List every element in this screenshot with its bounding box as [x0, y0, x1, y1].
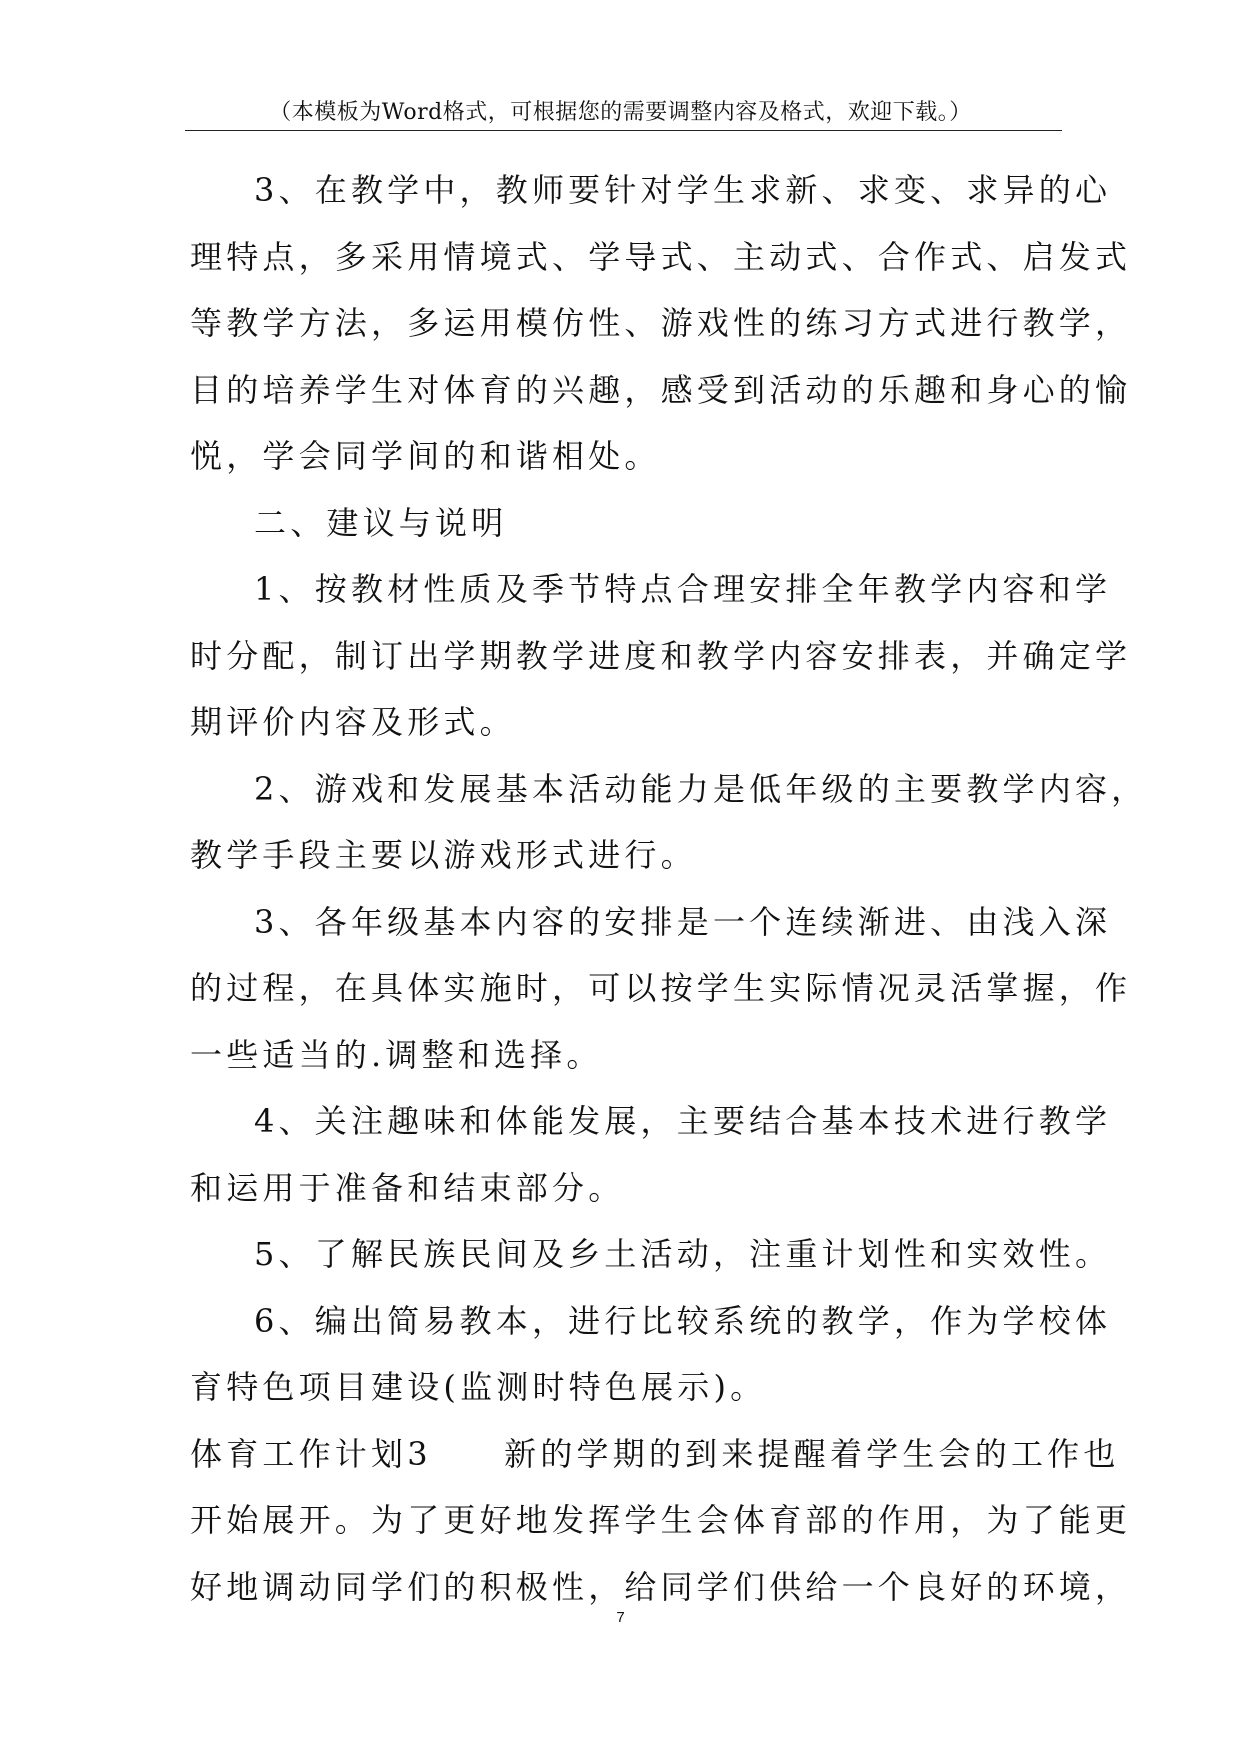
paragraph-line: 一些适当的.调整和选择。: [190, 1035, 603, 1074]
paragraph-line: 好地调动同学们的积极性，给同学们供给一个良好的环境，: [190, 1567, 1132, 1606]
header-divider: [185, 130, 1062, 131]
paragraph-line: 6、编出简易教本，进行比较系统的教学，作为学校体: [254, 1301, 1112, 1340]
paragraph-line: 时分配，制订出学期教学进度和教学内容安排表，并确定学: [190, 636, 1132, 675]
paragraph-line: 的过程，在具体实施时，可以按学生实际情况灵活掌握，作: [190, 969, 1132, 1007]
section-heading: 二、建议与说明: [254, 503, 508, 542]
page-number: 7: [616, 1609, 625, 1626]
paragraph-line: 育特色项目建设(监测时特色展示)。: [190, 1368, 767, 1406]
paragraph-line: 开始展开。为了更好地发挥学生会体育部的作用，为了能更: [190, 1501, 1132, 1539]
header-note: （本模板为Word格式，可根据您的需要调整内容及格式，欢迎下载。）: [269, 100, 972, 125]
paragraph-line: 2、游戏和发展基本活动能力是低年级的主要教学内容，: [254, 769, 1148, 808]
document-body: [190, 157, 1148, 1620]
paragraph-line: 5、了解民族民间及乡土活动，注重计划性和实效性。: [254, 1235, 1112, 1273]
paragraph-line: 目的培养学生对体育的兴趣，感受到活动的乐趣和身心的愉: [190, 370, 1132, 409]
paragraph-line: 3、各年级基本内容的安排是一个连续渐进、由浅入深: [254, 902, 1112, 941]
paragraph-line: 理特点，多采用情境式、学导式、主动式、合作式、启发式: [190, 237, 1132, 276]
paragraph-line: 等教学方法，多运用模仿性、游戏性的练习方式进行教学，: [190, 304, 1132, 342]
paragraph-line: 教学手段主要以游戏形式进行。: [190, 836, 697, 874]
paragraph-line: 3、在教学中，教师要针对学生求新、求变、求异的心: [254, 171, 1112, 209]
paragraph-line: 期评价内容及形式。: [190, 703, 516, 741]
paragraph-line: 4、关注趣味和体能发展，主要结合基本技术进行教学: [254, 1102, 1112, 1140]
paragraph-line: 悦，学会同学间的和谐相处。: [190, 437, 661, 475]
paragraph-line: 和运用于准备和结束部分。: [190, 1168, 625, 1207]
paragraph-line: 体育工作计划3 新的学期的到来提醒着学生会的工作也: [190, 1434, 1120, 1473]
paragraph-line: 1、按教材性质及季节特点合理安排全年教学内容和学: [254, 570, 1112, 608]
